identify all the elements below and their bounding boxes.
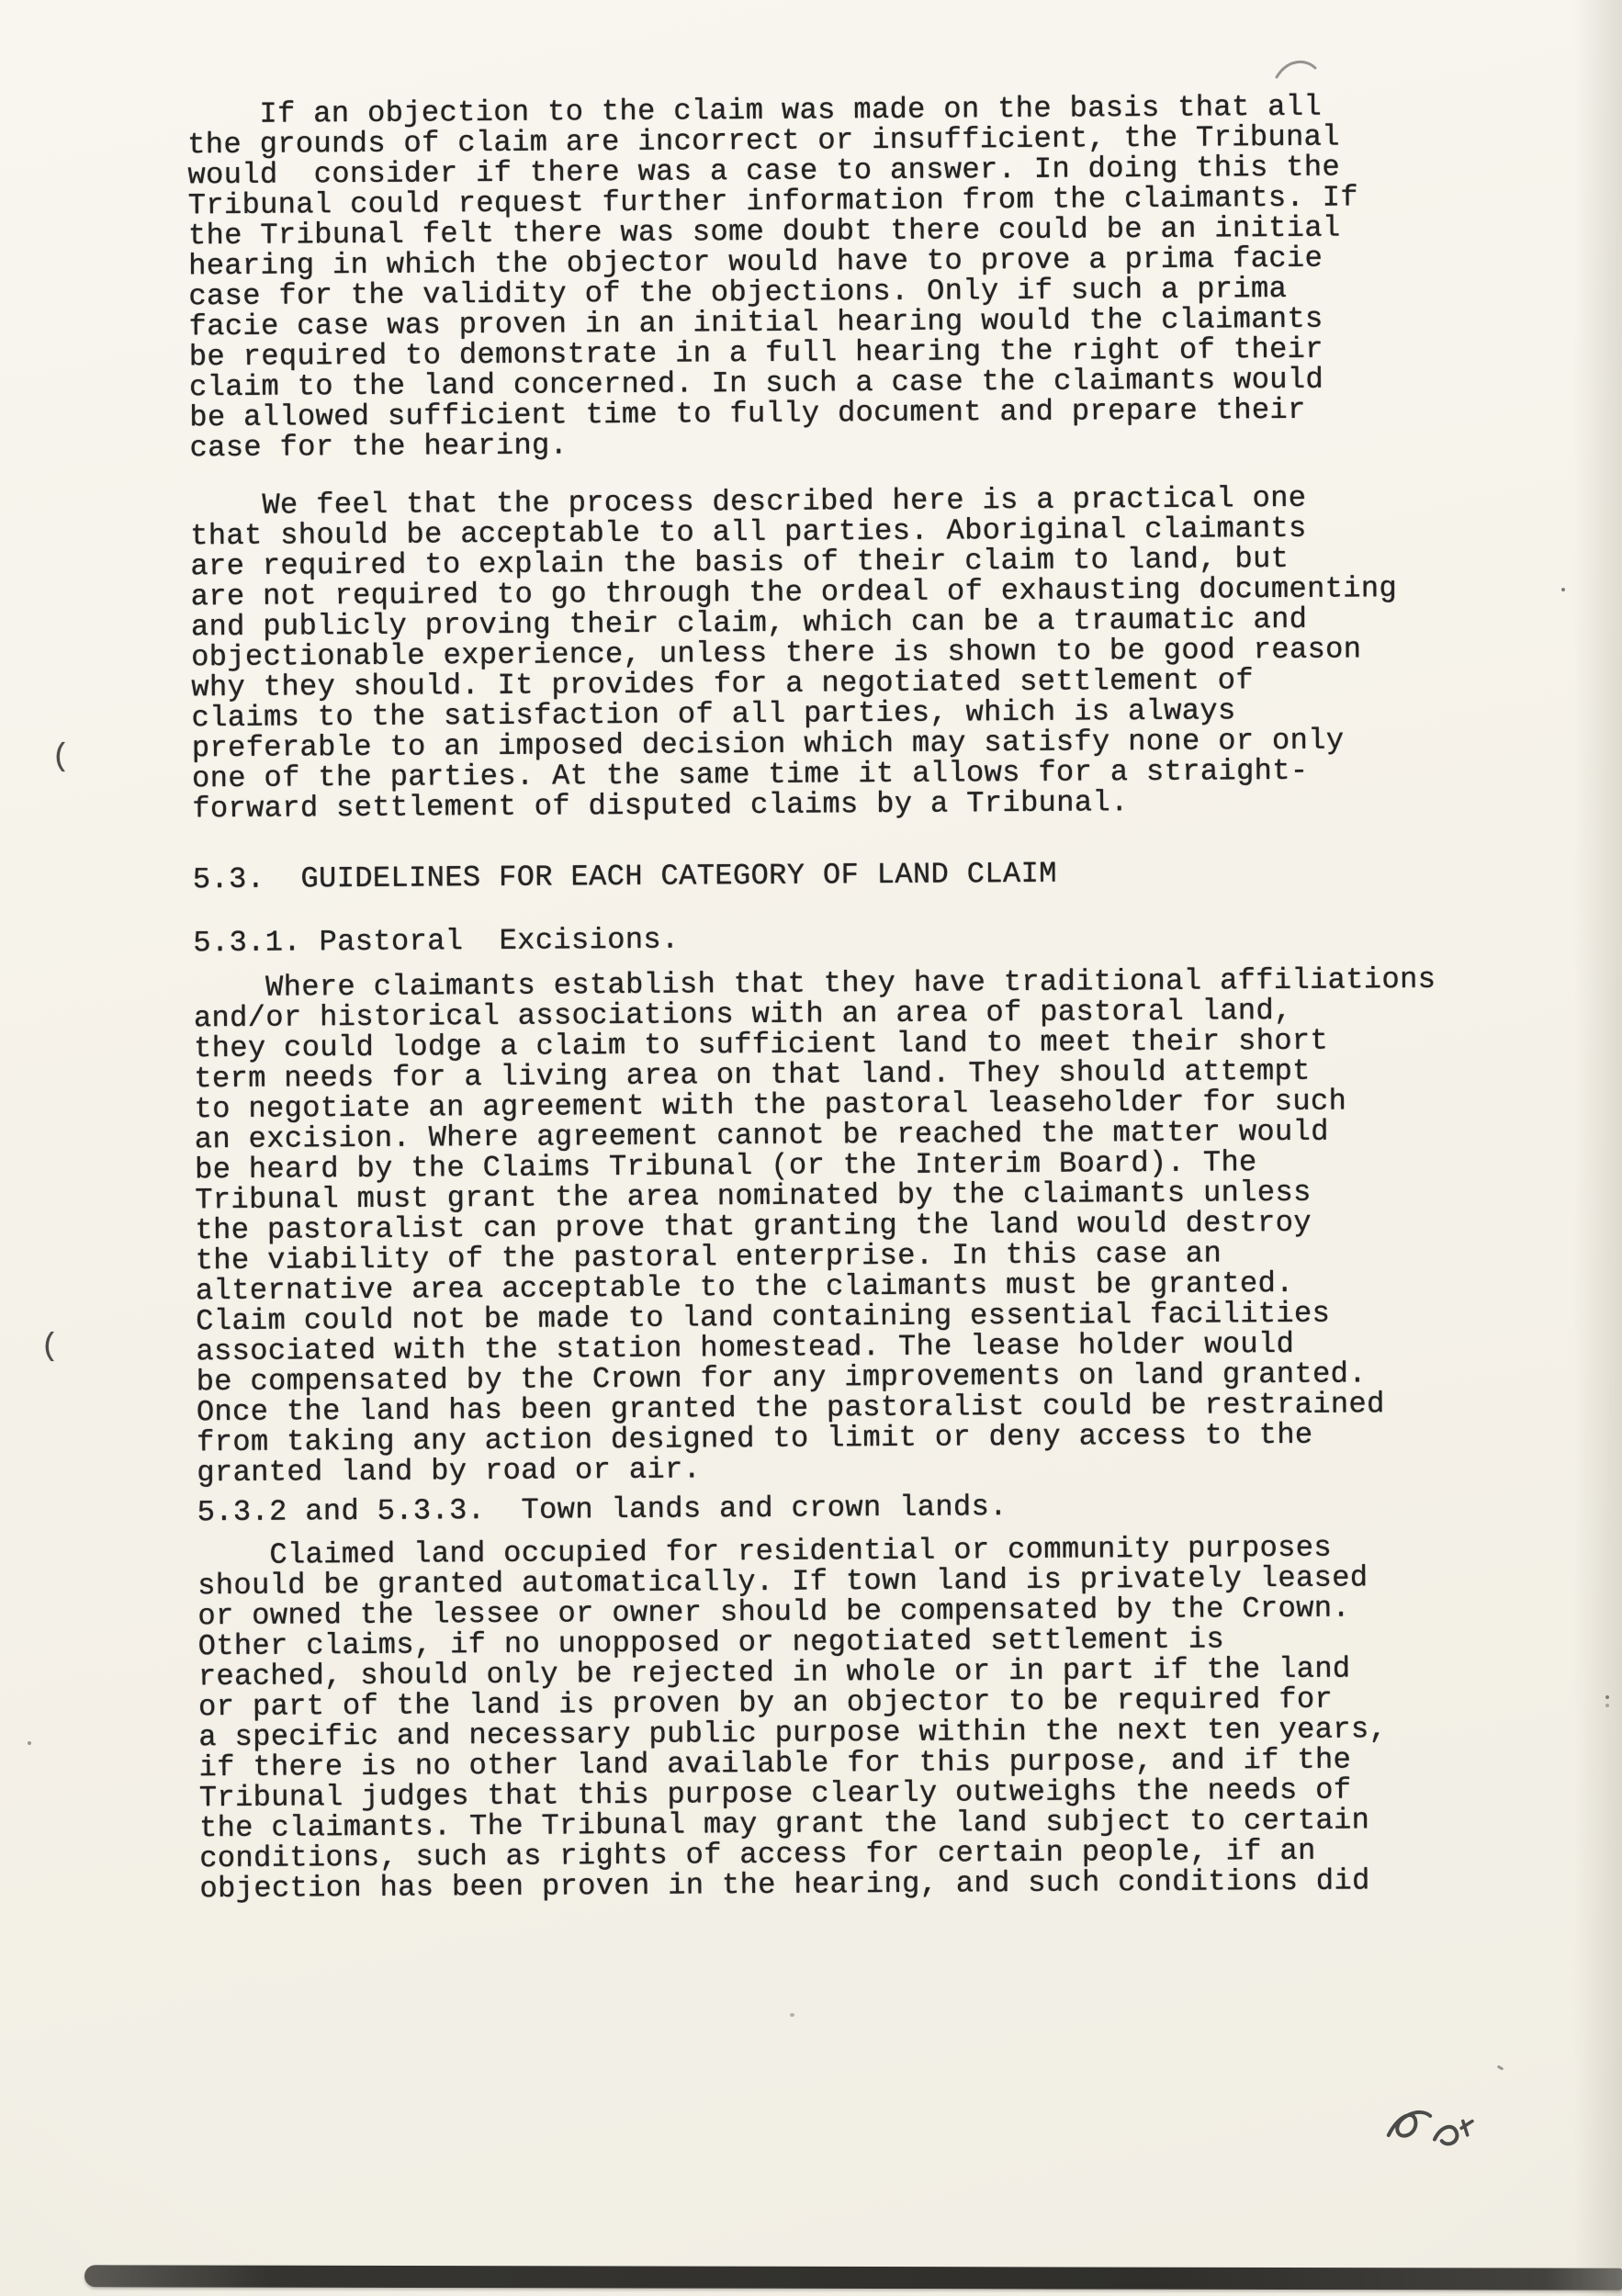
handwritten-scribble-mark — [1379, 2092, 1481, 2167]
para-town-crown-lands: Claimed land occupied for residential or community purposes should be granted automatically. If town land is privately leased or owned the lessee or owner should be compensated by the Crown. Other claims, if no unopposed or negotiated settlement is reached, should only be rejected in whole or in part if the land or part of the land is proven by an objector to be required for a specific and necessary public purpose within the next ten years, if there is no other land available for this purpose, and if the Tribunal judges that this purpose clearly outweighs the needs of the claimants. The Tribunal may grant the land subject to certain conditions, such as rights of access for certain people, if an objection has been proven in the hearing, and such conditions did — [197, 1530, 1388, 1907]
scan-speck — [28, 1741, 31, 1745]
margin-paren-mark: ( — [51, 740, 71, 775]
margin-paren-mark: ( — [40, 1330, 60, 1365]
document-text — [186, 89, 1587, 1907]
scan-speck — [790, 2013, 794, 2017]
para-pastoral-excisions: Where claimants establish that they have traditional affiliations and/or historical associations with an area of pastoral land, they could lodge a claim to sufficient land to meet their short term needs for a living area on that land. They should attempt to negotiate an agreement with the pastoral leaseholder for such an excision. Where agreement cannot be reached the matter would be heard by the Claims Tribunal (or the Interim Board). The Tribunal must grant the area nominated by the claimants unless the pastoralist can prove that granting the land would destroy the viability of the pastoral enterprise. In this case an alternative area acceptable to the claimants must be granted. Claim could not be made to land containing essential facilities associated with the station homestead. The lease holder would be compensated by the Crown for any improvements on land granted. Once the land has been granted the pastoralist could be restrained from taking any action designed to limit or deny access to the granted land by road or air. — [193, 962, 1436, 1491]
heading-5-3-1: 5.3.1. Pastoral Excisions. — [193, 922, 680, 961]
heading-5-3: 5.3. GUIDELINES FOR EACH CATEGORY OF LAND CLAIM — [192, 856, 1057, 897]
heading-5-3-2: 5.3.2 and 5.3.3. Town lands and crown lands. — [197, 1490, 1008, 1530]
scan-speck — [1561, 588, 1565, 591]
para-process-practical: We feel that the process described here is a practical one that should be acceptable to all parties. Aboriginal claimants are required to explain the basis of their claim to land, but are not required to go through the ordeal of exhausting documenting and publicly proving their claim, which can be a traumatic and objectionable experience, unless there is shown to be good reason why they should. It provides for a negotiated settlement of claims to the satisfaction of all parties, which is always preferable to an imposed decision which may satisfy none or only one of the parties. At the same time it allows for a straight- forward settlement of disputed claims by a Tribunal. — [189, 480, 1398, 827]
scan-speck — [1497, 2065, 1504, 2070]
scan-speck — [1605, 1695, 1609, 1699]
scan-artifact-curl-icon — [1273, 55, 1319, 84]
para-objection-process: If an objection to the claim was made on the basis that all the grounds of claim are incorrect or insufficient, the Tribunal would consider if there was a case to answer. In doing this the Tribunal could request further information from the claimants. If the Tribunal felt there was some doubt there could be an initial hearing in which the objector would have to prove a prima facie case for the validity of the objections. Only if such a prima facie case was proven in an initial hearing would the claimants be required to demonstrate in a full hearing the right of their claim to the land concerned. In such a case the claimants would be allowed sufficient time to fully document and prepare their case for the hearing. — [186, 89, 1359, 466]
scan-bottom-edge — [84, 2265, 1622, 2290]
